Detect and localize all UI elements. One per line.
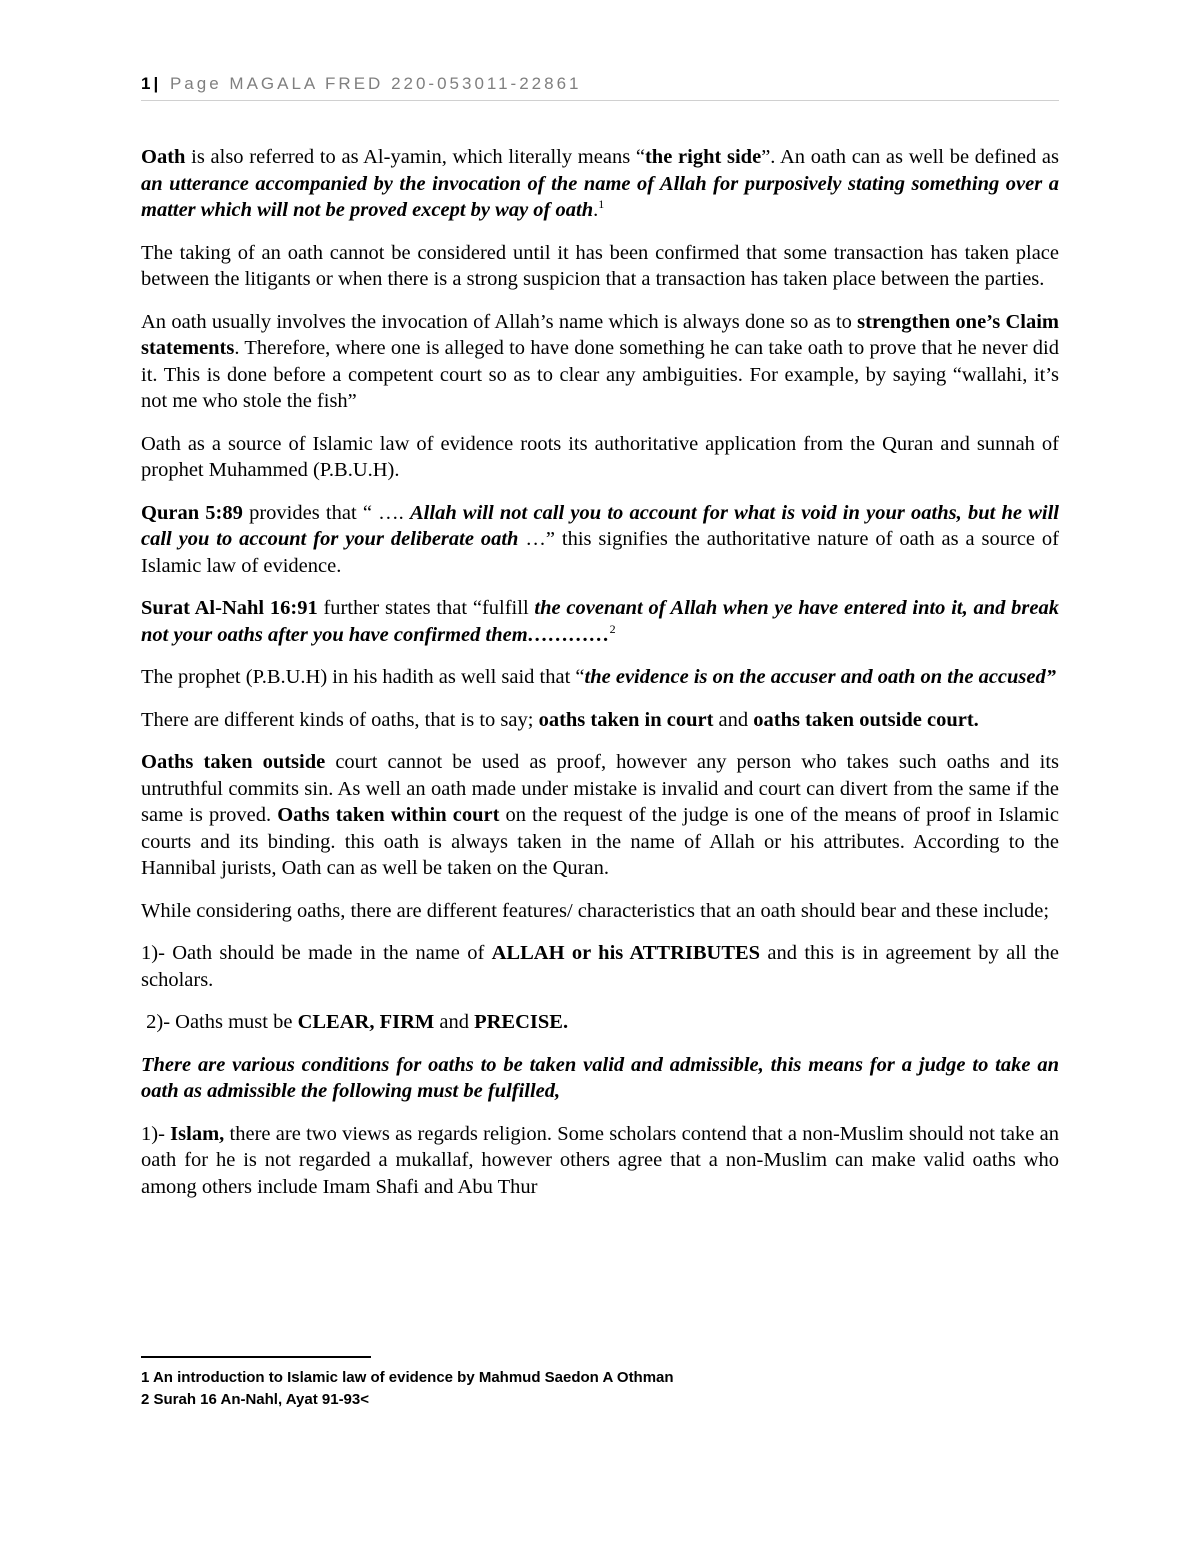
page-word: Page — [169, 74, 222, 93]
list-item-feature-1 — [141, 940, 1059, 993]
citation-surat: Surat Al-Nahl 16:91 — [141, 597, 318, 619]
page-header — [141, 74, 1059, 101]
term-precise: PRECISE. — [474, 1011, 569, 1033]
header-separator: | — [153, 74, 159, 93]
paragraph-features: While considering oaths, there are different features/ characteristics that an oath should bear and these include; — [141, 899, 1050, 922]
paragraph-invocation — [141, 309, 1059, 415]
text: 2)- Oaths must be — [141, 1011, 298, 1033]
paragraph-surat-nahl — [141, 595, 1059, 648]
text: ”. An oath can as well be defined as — [761, 146, 1060, 168]
page-number: 1 — [141, 74, 152, 93]
quote-hadith: the evidence is on the accuser and oath on the accused” — [584, 666, 1057, 688]
footnote-2: 2 Surah 16 An-Nahl, Ayat 91-93< — [141, 1391, 370, 1408]
paragraph-outside-court — [141, 749, 1059, 882]
header-reg-no: 220-053011-22861 — [391, 74, 582, 93]
paragraph-quran-589 — [141, 500, 1059, 580]
paragraph-kinds — [141, 707, 1059, 734]
paragraph-oath-definition — [141, 144, 1059, 224]
text: on the request of the judge is one of the means of proof in Islamic courts and its binding. this oath is always taken in the name of Allah or his attributes. According to the Hannibal jurists, Oath can as well be taken on the Quran. — [141, 804, 1059, 879]
text: There are different kinds of oaths, that is to say; — [141, 708, 539, 731]
text: . Therefore, where one is alleged to have done something he can take oath to prove that he never did it. This is done before a competent court so as to clear any ambiguities. For example, by saying “wallahi, it’s not me who stole the fish” — [141, 337, 1059, 412]
text: 1)- — [141, 1122, 171, 1145]
text: there are two views as regards religion. Some scholars contend that a non-Muslim should not take an oath for he is not regarded a mukallaf, however others agree that a non-Muslim can make valid oaths who among others include Imam Shafi and Abu Thur — [141, 1122, 1059, 1198]
text: is also referred to as Al-yamin, which literally means “ — [185, 146, 645, 168]
footnote-separator — [141, 1356, 371, 1358]
text: The prophet (P.B.U.H) in his hadith as well said that “ — [141, 666, 585, 688]
paragraph-hadith — [141, 664, 1059, 691]
quote-quran: Allah will not call you to account for what is void in your oaths, but he will call you to account for your deliberate oath — [141, 501, 1059, 550]
footnote-1: 1 An introduction to Islamic law of evidence by Mahmud Saedon A Othman — [141, 1369, 674, 1386]
footnote-ref-1: 1 — [598, 197, 605, 212]
term-oath: Oath — [141, 146, 186, 168]
body-text — [141, 144, 1059, 1216]
term-within-court: Oaths taken within court — [277, 804, 500, 826]
text: . — [593, 199, 599, 221]
citation-quran: Quran 5:89 — [141, 501, 243, 524]
footnote-ref-2: 2 — [609, 621, 616, 636]
term-in-court: oaths taken in court — [538, 708, 714, 731]
strengthen-claim: strengthen one’s Claim statements — [141, 310, 1060, 359]
text: and this is in agreement by all the scholars. — [141, 942, 1059, 991]
term-islam: Islam, — [170, 1122, 225, 1145]
text: An oath usually involves the invocation of Allah’s name which is always done so as to — [141, 310, 858, 333]
text: provides that “ …. — [242, 501, 410, 524]
footnotes — [141, 1367, 1059, 1411]
term-taken-outside: Oaths taken outside — [141, 751, 326, 773]
paragraph-source: Oath as a source of Islamic law of evidence roots its authoritative application from the Quran and sunnah of prophet Muhammed (P.B.U.H). — [141, 432, 1059, 481]
paragraph-conditions: There are various conditions for oaths to be taken valid and admissible, this means for a judge to take an oath as admissible the following must be fulfilled, — [141, 1053, 1059, 1102]
text: and — [713, 708, 754, 731]
term-outside-court: oaths taken outside court. — [753, 708, 979, 731]
term-right-side: the right side — [644, 146, 762, 168]
text: …” this signifies the authoritative nature of oath as a source of Islamic law of evidence. — [141, 528, 1060, 577]
text: and — [434, 1011, 475, 1033]
header-author: MAGALA FRED — [229, 74, 384, 93]
text: court cannot be used as proof, however any person who takes such oaths and its untruthful commits sin. As well an oath made under mistake is invalid and court can divert from the same if the same is proved. — [141, 751, 1059, 826]
definition-text: an utterance accompanied by the invocation of the name of Allah for purposively stating something over a matter which will not be proved except by way of oath — [141, 172, 1059, 221]
term-allah-attributes: ALLAH or his ATTRIBUTES — [491, 942, 761, 964]
term-clear-firm: CLEAR, FIRM — [297, 1011, 435, 1033]
text: further states that “fulfill — [317, 597, 535, 619]
paragraph-taking-oath: The taking of an oath cannot be considered until it has been confirmed that some transaction has taken place between the litigants or when there is a strong suspicion that a transaction has taken place between the parties. — [141, 241, 1059, 290]
quote-surat: the covenant of Allah when ye have entered into it, and break not your oaths after you have confirmed them………… — [141, 597, 1059, 646]
text: 1)- Oath should be made in the name of — [141, 942, 492, 964]
list-item-feature-2 — [141, 1009, 1059, 1036]
list-item-condition-1 — [141, 1121, 1059, 1201]
